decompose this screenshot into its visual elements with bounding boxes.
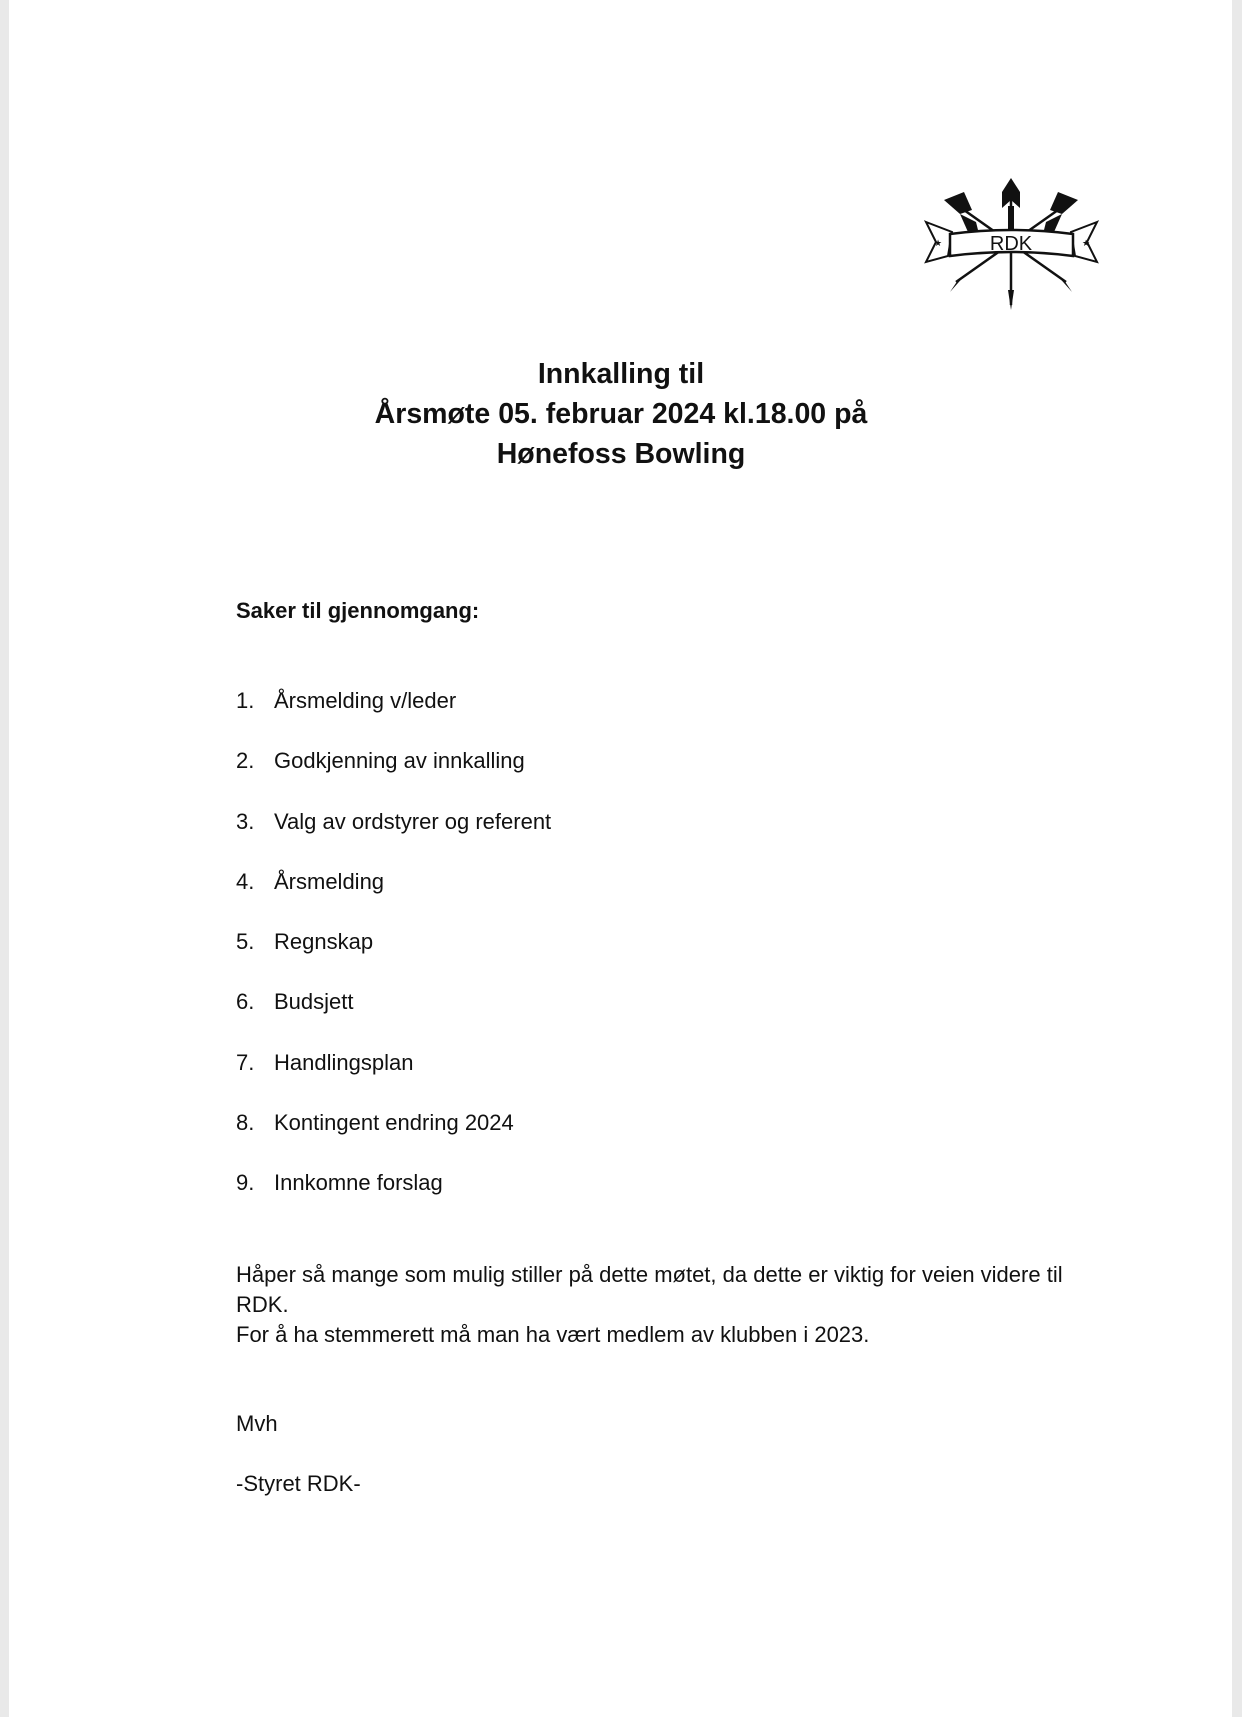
agenda-list — [236, 686, 551, 1229]
title-line-3: Hønefoss Bowling — [496, 438, 746, 470]
agenda-item-text: Årsmelding v/leder — [274, 688, 457, 713]
agenda-item-number: 7. — [236, 1049, 255, 1075]
agenda-item-number: 8. — [236, 1110, 255, 1136]
closing-text: Mvh — [236, 1411, 278, 1436]
document-page — [9, 0, 1232, 1717]
agenda-item-number: 6. — [236, 989, 255, 1015]
agenda-heading: Saker til gjennomgang: — [236, 598, 480, 623]
agenda-item — [236, 1108, 551, 1168]
agenda-item-text: Regnskap — [274, 929, 374, 955]
agenda-item-text: Årsmelding — [274, 868, 385, 894]
message-line-1: Håper så mange som mulig stiller på dette møtet, da dette er viktig for veien videre til RDK. — [236, 1262, 1063, 1317]
agenda-item — [236, 746, 551, 806]
agenda-item-number: 5. — [236, 929, 255, 955]
agenda-item-number: 4. — [236, 868, 255, 894]
agenda-item — [236, 987, 551, 1047]
agenda-item — [236, 867, 551, 927]
agenda-item-number: 9. — [236, 1170, 255, 1196]
title-line-2: Årsmøte 05. februar 2024 kl.18.00 på — [374, 398, 868, 430]
agenda-item-text: Budsjett — [274, 989, 354, 1015]
agenda-item — [236, 927, 551, 987]
agenda-item-number: 1. — [236, 688, 255, 713]
agenda-item — [236, 1168, 551, 1228]
logo-text: RDK — [989, 233, 1033, 255]
svg-text:★: ★ — [1082, 239, 1091, 249]
signature-text: -Styret RDK- — [236, 1471, 361, 1496]
title-line-1: Innkalling til — [537, 358, 705, 390]
document-title — [0, 354, 1242, 474]
agenda-item-text: Valg av ordstyrer og referent — [274, 808, 552, 834]
agenda-item-text: Kontingent endring 2024 — [274, 1110, 514, 1136]
agenda-item — [236, 807, 551, 867]
agenda-item-number: 2. — [236, 748, 255, 774]
agenda-item — [236, 686, 551, 746]
agenda-item-text: Handlingsplan — [274, 1049, 414, 1075]
agenda-item-number: 3. — [236, 808, 255, 834]
message-line-2: For å ha stemmerett må man ha vært medlem av klubben i 2023. — [236, 1322, 870, 1347]
agenda-item — [236, 1048, 551, 1108]
message-paragraph — [236, 1260, 1116, 1350]
svg-text:★: ★ — [934, 239, 943, 249]
agenda-item-text: Godkjenning av innkalling — [274, 748, 525, 774]
agenda-item-text: Innkomne forslag — [274, 1170, 443, 1196]
rdk-darts-logo — [924, 170, 1099, 320]
